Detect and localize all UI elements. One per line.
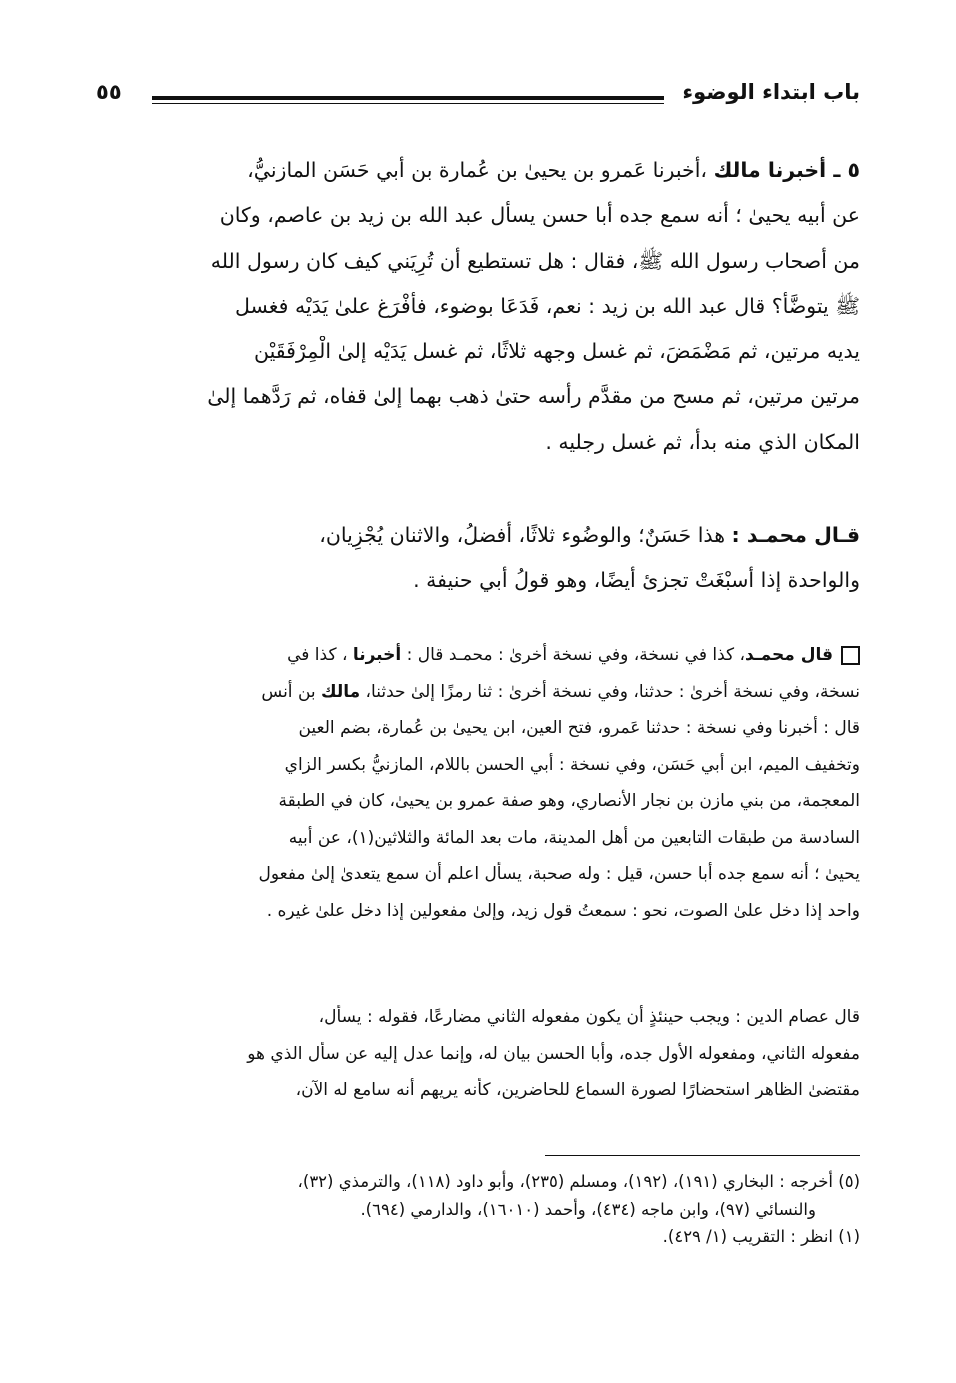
page-number: ٥٥ bbox=[96, 80, 122, 104]
footnotes bbox=[96, 1170, 860, 1253]
text-line: السادسة من طبقات التابعين من أهل المدينة، مات بعد المائة والثلاثين(١)، عن أبيه bbox=[288, 827, 860, 848]
hadith-number-narrator: ٥ ـ أخبرنا مالك bbox=[713, 158, 860, 182]
isam-paragraph bbox=[96, 1005, 860, 1115]
footnote-separator bbox=[545, 1155, 860, 1156]
text-line: المعجمة، من بني مازن بن نجار الأنصاري، وهو صفة عمرو بن يحيىٰ، كان في الطبقة bbox=[278, 791, 860, 811]
text-line: يحيىٰ ؛ أنه سمع جده أبا حسن، قيل : وله صحبة، يسأل اعلم أن سمع يتعدىٰ إلىٰ مفعول bbox=[258, 864, 860, 884]
running-header bbox=[96, 80, 860, 116]
muhammad-saying-paragraph bbox=[96, 520, 860, 611]
text-line: نسخة، وفي نسخة أخرىٰ : حدثنا، وفي نسخة أخرىٰ : ثنا رمزًا إلىٰ حدثنا، مالك بن أنس bbox=[261, 681, 860, 702]
chapter-title: باب ابتداء الوضوء bbox=[682, 80, 860, 104]
text-line: عن أبيه يحيىٰ ؛ أنه سمع جده أبا حسن يسأل عبد الله بن زيد بن عاصم، وكان bbox=[219, 203, 860, 228]
footnote-5-line: والنسائي (٩٧)، وابن ماجه (٤٣٤)، وأحمد (١٦٠١٠)، والدارمي (٦٩٤). bbox=[360, 1199, 816, 1219]
text-line: مقتضىٰ الظاهر استحضارًا لصورة السماع للحاضرين، كأنه يريهم أنه سامع له الآن، bbox=[295, 1080, 860, 1100]
text-line: من أصحاب رسول الله ﷺ، فقال : هل تستطيع أن تُرِيَني كيف كان رسول الله bbox=[210, 248, 860, 273]
text-line: يديه مرتين، ثم مَضْمَضَ، ثم غسل وجهه ثلاثًا، ثم غسل يَدَيْه إلىٰ الْمِرْفَقَيْن bbox=[254, 339, 860, 364]
text-line: ٥ ـ أخبرنا مالك ،أخبرنا عَمرو بن يحيىٰ بن عُمارة بن أبي حَسَن المازنيُّ، bbox=[247, 158, 860, 182]
text-line: قال محمـد، كذا في نسخة، وفي نسخة أخرىٰ : محمـد قال : أخبرنا ، كذا في bbox=[96, 643, 860, 680]
hadith-paragraph bbox=[96, 155, 860, 472]
footnote-5-line: (٥) أخرجه : البخاري (١٩١)، (١٩٢)، ومسلم (٢٣٥)، وأبو داود (١١٨)، والترمذي (٣٢)، bbox=[297, 1172, 860, 1191]
text-line: قال : أخبرنا وفي نسخة : حدثنا عَمرو، فتح العين، ابن يحيىٰ بن عُمارة، بضم العين bbox=[298, 718, 860, 738]
text-line: ﷺ يتوضَّأ؟ قال عبد الله بن زيد : نعم، فَدَعَا بوضوء، فأفْرَغ علىٰ يَدَيْه فغسل bbox=[234, 293, 860, 318]
footnote-1: (١) انظر : التقريب (١/ ٤٢٩). bbox=[662, 1227, 860, 1246]
text-line: والواحدة إذا أسبْغَتْ تجزئ أيضًا، وهو قولُ أبي حنيفة . bbox=[413, 568, 860, 593]
text-line: المكان الذي منه بدأ، ثم غسل رجليه . bbox=[545, 429, 860, 454]
text-line: وتخفيف الميم، ابن أبي حَسَن، وفي نسخة : أبي الحسن باللام، المازنيُّ بكسر الزاي bbox=[284, 754, 860, 775]
text-line: مرتين مرتين، ثم مسح من مقدَّم رأسه حتىٰ ذهب بهما إلىٰ قفاه، ثم رَدَّهما إلىٰ bbox=[207, 384, 860, 409]
commentary-paragraph bbox=[96, 643, 860, 935]
text-line: مفعوله الثاني، ومفعوله الأول جده، وأبا الحسن بيان له، وإنما عدل إليه عن سأل الذي هو bbox=[247, 1043, 860, 1064]
saying-label: قـال محمـد : bbox=[731, 523, 860, 547]
text-line: قـال محمـد : هذا حَسَنٌ؛ والوضُوء ثلاثًا، أفضلُ، والاثنان يُجْزِيان، bbox=[319, 523, 860, 547]
text-line: قال عصام الدين : ويجب حينئذٍ أن يكون مفعوله الثاني مضارعًا، فقوله : يسأل، bbox=[318, 1007, 860, 1027]
text-line: واحد إذا دخل علىٰ الصوت، نحو : سمعتُ قول زيد، وإلىٰ مفعولين إذا دخل علىٰ غيره . bbox=[266, 900, 860, 921]
header-rule bbox=[152, 96, 664, 104]
commentary-marker-box bbox=[841, 646, 860, 665]
